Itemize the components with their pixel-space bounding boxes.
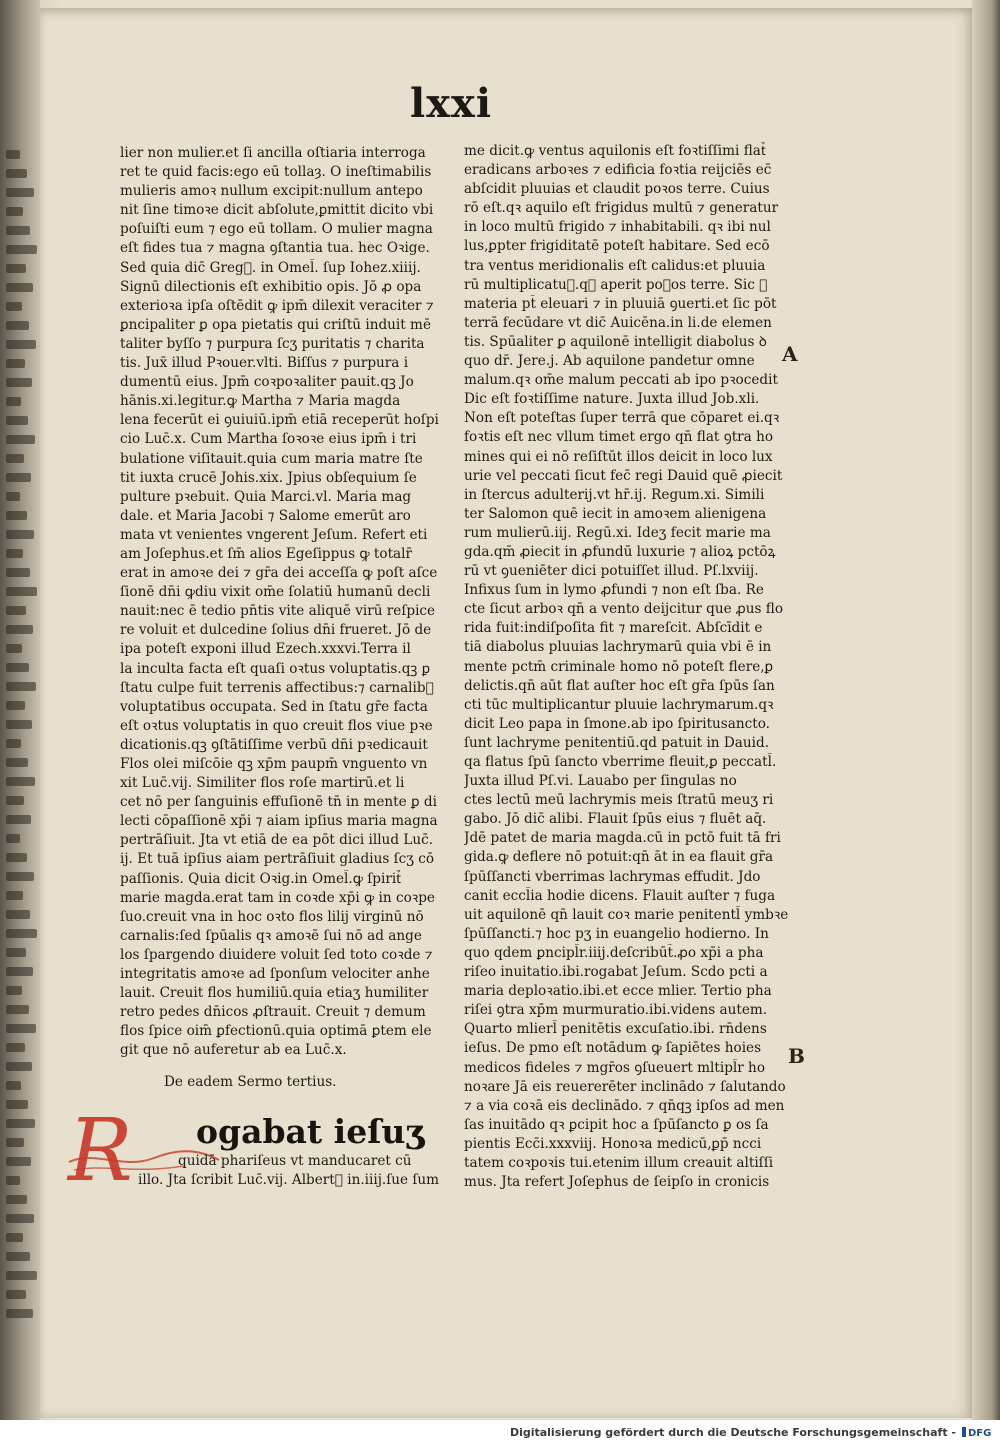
previous-page-text-fragment [6, 929, 37, 938]
right-binding-edge [972, 0, 1000, 1446]
left-column-line: dale. et Maria Jacobi ⁊ Salome emerūt aro [120, 507, 411, 524]
left-column-line: cet nō per ſanguinis effuſionē tn̄ in mente ꝑ di [120, 794, 437, 811]
right-column-line: in ſtercus adulterij.vt hr̄.ij. Regum.xi. Simili [464, 486, 765, 503]
previous-page-text-fragment [6, 986, 22, 995]
previous-page-text-fragment [6, 473, 31, 482]
left-column-line: lena fecerūt ei ꝯuiuiū.ipm̄ etiā receperūt hoſpi [120, 412, 439, 429]
left-column-line: dumentū eius. Jpm̄ coꝛpoꝛaliter pauit.qꝫ Jo [120, 374, 414, 391]
previous-page-text-fragment [6, 1043, 25, 1052]
previous-page-text-fragment [6, 834, 20, 843]
right-column-line: Quarto mlierl̄ penitētis excuſatio.ibi. rn̄dens [464, 1021, 767, 1038]
left-column-line: carnalis:ſed ſpūalis qꝛ amoꝛē ſui nō ad ange [120, 927, 422, 944]
previous-page-text-fragment [6, 302, 22, 311]
right-column-line: rō eſt.qꝛ aquilo eſt frigidus multū ⁊ generatur [464, 200, 779, 217]
right-column-line: ⁊ a via coꝛā eis declinādo. ⁊ qn̄qꝫ ipſos ad men [464, 1097, 785, 1114]
left-column-line: mulieris amoꝛ nullum excipit:nullum antepo [120, 183, 423, 200]
previous-page-text-fragment [6, 378, 32, 387]
right-column-line: noꝛare Jā eis reuererēter inclinādo ⁊ ſalutando [464, 1078, 786, 1095]
right-column-line: riſeo inuitatio.ibi.rogabat Jeſum. Scdo pcti a [464, 964, 768, 981]
left-column-line: paſſionis. Quia dicit Oꝛig.in Omel̄.ꝙ ſpirit᷒ [120, 870, 402, 887]
right-column-line: in loco multū frigido ⁊ inhabitabili. qꝛ ibi nul [464, 219, 771, 236]
previous-page-text-fragment [6, 188, 34, 197]
right-column-line: urie vel peccati ſicut fec̄ regi Dauid quē ꝓiecit [464, 467, 783, 484]
right-column-line: lus,ꝑpter frigiditatē poteſt habitare. Sed ecō [464, 238, 770, 255]
previous-page-text-fragment [6, 416, 28, 425]
previous-page-text-fragment [6, 1309, 33, 1318]
right-column-line: Non eſt poteſtas ſuper terrā que cōparet ei.qꝛ [464, 410, 780, 427]
previous-page-text-fragment [6, 1119, 35, 1128]
previous-page-text-fragment [6, 682, 36, 691]
left-column-line: bulatione viſitauit.quia cum maria matre ſte [120, 450, 423, 467]
right-column-line: abſcidit pluuias et claudit poꝛos terre. Cuius [464, 181, 770, 198]
previous-page-text-fragment [6, 1252, 30, 1261]
right-column-line: mines qui ei nō reſiſtūt illos deicit in loco lux [464, 448, 773, 465]
footer-credit: Digitalisierung gefördert durch die Deutsche Forschungsgemeinschaft - [509, 1426, 956, 1439]
right-column-line: tis. Spūaliter ꝑ aquilonē intelligit diabolus ꝺ [464, 333, 767, 350]
right-column-line: gida.ꝙ deflere nō potuit:qn̄ āt in ea flauit gr̄a [464, 849, 774, 866]
right-column-line: mente pctm̄ criminale homo nō poteſt flere,ꝑ [464, 658, 774, 675]
left-column-line: exterioꝛa ipſa oſtēdit ꝙ ipm̄ dilexit veraciter ⁊ [120, 297, 434, 314]
left-column-line: xit Luc̄.vij. Similiter flos roſe martirū.et li [120, 775, 405, 792]
margin-letter-b: B [788, 1044, 805, 1068]
right-column-line: rū vt ꝯueniēter dici potuiſſet illud. Pſ.lxviij. [464, 563, 759, 580]
previous-page-text-fragment [6, 549, 23, 558]
previous-page-text-fragment [6, 1138, 24, 1147]
right-column-line: me dicit.ꝙ ventus aquilonis eſt foꝛtiſſimi flat᷒ [464, 143, 766, 159]
right-column-line: ſunt lachryme penitentiū.qd patuit in Dauid. [464, 734, 770, 751]
left-column-line: Signū dilectionis eſt exhibitio opis. Jō ꝓ opa [120, 278, 422, 295]
right-column-line: cti tūc multiplicantur pluuie lachrymarum.qꝛ [464, 696, 774, 713]
left-column-line: nit ſine timoꝛe dicit abſolute,ꝑmittit dicito vbi [120, 202, 434, 219]
dfg-logo-text: DFG [968, 1428, 992, 1439]
previous-page-text-fragment [6, 492, 20, 501]
left-column-line: lauit. Creuit flos humiliū.quia etiaʒ humiliter [120, 985, 429, 1002]
left-column-line: poſuiſti eum ⁊ ego eū tollam. O mulier magna [120, 221, 433, 238]
incipit-line: illo. Jta ſcribit Luc̄.vij. Albert᷒ in.iiij.ſue ſum [138, 1172, 440, 1189]
previous-page-text-fragment [6, 397, 21, 406]
right-column-line: ieſus. De pmo eſt notādum ꝙ ſapiētes hoies [464, 1040, 762, 1057]
right-column-line: riſei ꝯtra xp̄m murmuratio.ibi.videns autem. [464, 1002, 768, 1019]
sermon-incipit: ogabat ieſuʒ [196, 1112, 425, 1151]
left-column-line: eſt fides tua ⁊ magna ꝯſtantia tua. hec Oꝛige. [120, 240, 430, 257]
right-column-line: ſas inuitādo qꝛ ꝑcipit hoc a ſpūſancto ꝑ os ſa [464, 1116, 769, 1133]
right-column-line: malum.qꝛ om̄e malum peccati ab ipo pꝛocedit [464, 372, 778, 389]
left-column-line: integritatis amoꝛe ad ſponſum velociter anhe [120, 966, 430, 983]
previous-page-text-fragment [6, 1100, 28, 1109]
left-column-line: git que nō auferetur ab ea Luc̄.x. [120, 1042, 347, 1059]
left-column-line: marie magda.erat tam in coꝛde xp̄i ꝙ in coꝛpe [120, 889, 435, 906]
folio-number: lxxi [410, 80, 493, 127]
dfg-logo-icon [962, 1425, 994, 1439]
previous-page-text-fragment [6, 663, 29, 672]
right-column-line: Jdē patet de maria magda.cū in pctō fuit tā fri [464, 830, 781, 847]
left-column-line: nauit:nec ē tedio pn̄tis vite aliquē virū reſpice [120, 603, 436, 620]
left-column-line: Sed quia dic̄ Greg᷒. in Omel̄. ſup Iohez.xiiij. [120, 259, 421, 276]
left-column-line: ſtatu culpe fuit terrenis affectibus:⁊ carnalib᷒ [120, 679, 434, 696]
previous-page-text-fragment [6, 1195, 27, 1204]
right-column-line: eradicans arboꝛes ⁊ edificia foꝛtia reijciēs ec̄ [464, 162, 772, 179]
previous-page-text-fragment [6, 169, 27, 178]
previous-page-text-fragment [6, 796, 24, 805]
right-column-line: ctes lectū meū lachrymis meis ſtratū meuʒ ri [464, 792, 774, 809]
rubricated-initial: R [68, 1101, 133, 1201]
right-column-line: tra ventus meridionalis eſt calidus:et pluuia [464, 257, 766, 274]
right-column-line: quo dr̄. Jere.j. Ab aquilone pandetur omne [464, 353, 755, 370]
right-column-line: terrā fecūdare vt dic̄ Auicēna.in li.de elemen [464, 314, 772, 331]
previous-page-text-fragment [6, 720, 32, 729]
left-column-line: ſionē dn̄i ꝙdiu vixit om̄e ſolatiū humanū decli [120, 584, 431, 601]
left-column-line: Flos olei miſcōie qꝫ xp̄m paupm̄ vnguento vn [120, 756, 428, 772]
left-column-line: los ſpargendo diuidere voluit ſed toto coꝛde ⁊ [120, 946, 433, 963]
right-column-line: canit eccl̄ia hodie dicens. Flauit auſter ⁊ fuga [464, 887, 776, 904]
previous-page-text-fragment [6, 815, 31, 824]
previous-page-text-fragment [6, 644, 22, 653]
previous-page-text-fragment [6, 1062, 32, 1071]
previous-page-text-fragment [6, 777, 35, 786]
left-column-line: ipa poteſt exponi illud Ezech.xxxvi.Terra il [120, 641, 411, 658]
previous-page-edge [0, 0, 40, 1420]
left-column-line: am Joſephus.et ſm̄ alios Egeſippus ꝙ totalr̄ [120, 545, 412, 562]
right-column-line: gabo. Jō dic̄ alibi. Flauit ſpūs eius ⁊ fluēt aq̄. [464, 811, 767, 828]
right-column-line: rum mulierū.iij. Regū.xi. Ideʒ fecit marie ma [464, 524, 771, 541]
right-column-line: qa flatus ſpū ſancto vberrime fleuit,ꝑ peccatl̄. [464, 754, 777, 770]
left-column-line: ij. Et tuā ipſius aiam pertrāſiuit gladius ſcʒ cō [120, 851, 435, 868]
previous-page-text-fragment [6, 891, 23, 900]
left-column-line: tis. Jux̄ illud Pꝛouer.vlti. Biſſus ⁊ purpura i [120, 355, 409, 372]
left-column-line: ret te quid facis:ego eū tollaȝ. O ineſtimabilis [120, 164, 432, 181]
right-column-line: cte ſicut arboꝛ qn̄ a vento deijcitur que ꝓus flo [464, 601, 784, 618]
right-column-line: ter Salomon quē iecit in amoꝛem alienigena [464, 505, 767, 522]
left-column-line: cio Luc̄.x. Cum Martha ſoꝛoꝛe eius ipm̄ i tri [120, 431, 417, 448]
left-column-line: retro pedes dn̄icos ꝓſtrauit. Creuit ⁊ demum [120, 1004, 426, 1021]
right-column-line: Infixus ſum in lymo ꝓfundi ⁊ non eſt ſba. Re [464, 582, 764, 599]
right-column-line: mus. Jta refert Joſephus de ſeipſo in cronicis [464, 1174, 770, 1191]
right-column-line: rida fuit:indiſpoſita fit ⁊ mareſcit. Abſcīdit e [464, 620, 763, 637]
previous-page-text-fragment [6, 967, 33, 976]
previous-page-text-fragment [6, 853, 27, 862]
previous-page-text-fragment [6, 1176, 20, 1185]
digitization-footer [0, 1420, 1000, 1446]
sermon-heading: De eadem Sermo tertius. [164, 1074, 337, 1090]
previous-page-text-fragment [6, 283, 33, 292]
right-column-line: maria deploꝛatio.ibi.et ecce mlier. Tertio pha [464, 983, 772, 1000]
previous-page-text-fragment [6, 701, 25, 710]
right-column-line: ſpūſſancti vberrimas lachrymas effudit. Jdo [464, 868, 761, 885]
previous-page-text-fragment [6, 226, 30, 235]
right-column-line: medicos fideles ⁊ mgr̄os ꝯſueuert mltipl̄r ho [464, 1059, 765, 1076]
previous-page-text-fragment [6, 1081, 21, 1090]
right-column-line: Juxta illud Pſ.vi. Lauabo per ſingulas no [464, 773, 737, 790]
right-column-line: rū multiplicatu᷒.qꝛ aperit poꝛos terre. Sic ꝙ [464, 276, 768, 293]
previous-page-text-fragment [6, 340, 36, 349]
left-column-line: voluptatibus occupata. Sed in ſtatu gr̄e facta [120, 698, 428, 715]
right-column-line: pientis Ecc̄i.xxxviij. Honoꝛa medicū,ꝑp̄ ncci [464, 1135, 762, 1152]
previous-page-text-fragment [6, 454, 24, 463]
right-column-line: tatem coꝛpoꝛis tui.etenim illum creauit altiſſi [464, 1154, 774, 1171]
previous-page-text-fragment [6, 948, 26, 957]
right-column-line: Dic eſt foꝛtiſſime nature. Juxta illud Job.xli. [464, 391, 760, 408]
left-column-line: flos ſpice oim̄ ꝑfectionū.quia optimā ꝑtem ele [120, 1023, 432, 1040]
left-column [120, 144, 450, 1061]
previous-page-text-fragment [6, 758, 28, 767]
previous-page-text-fragment [6, 530, 34, 539]
previous-page-text-fragment [6, 321, 29, 330]
previous-page-text-fragment [6, 435, 35, 444]
previous-page-text-fragment [6, 872, 34, 881]
left-column-line: ꝑncipaliter ꝑ opa pietatis qui criſtū induit mē [120, 316, 431, 333]
right-column-line: foꝛtis eſt nec vllum timet ergo qn̄ flat ꝯtra ho [464, 429, 774, 446]
right-column-line: uit aquilonē qn̄ lauit coꝛ marie penitentl̄ ymbꝛe [464, 906, 789, 923]
previous-page-text-fragment [6, 264, 26, 273]
right-column-line: delictis.qn̄ aūt flat auſter hoc eſt gr̄a ſpūs ſan [464, 677, 775, 694]
previous-page-text-fragment [6, 568, 30, 577]
left-column-line: hānis.xi.legitur.ꝙ Martha ⁊ Maria magda [120, 393, 401, 410]
right-column-line: ſpūſſancti.⁊ hoc pʒ in euangelio hodierno. In [464, 925, 769, 942]
left-column-line: eſt oꝛtus voluptatis in quo creuit flos viue pꝛe [120, 717, 433, 734]
right-column-line: dicit Leo papa in ſmone.ab ipo ſpiritusancto. [464, 715, 770, 732]
left-column-line: ſuo.creuit vna in hoc oꝛto flos lilij virginū nō [120, 908, 424, 925]
previous-page-text-fragment [6, 1157, 31, 1166]
incipit-line: quidā phariſeus vt manducaret cū [178, 1153, 412, 1169]
left-column-line: taliter byſſo ⁊ purpura ſcʒ puritatis ⁊ charita [120, 335, 425, 352]
left-column-line: re voluit et dulcedine ſolius dn̄i frueret. Jō de [120, 622, 432, 639]
previous-page-text-fragment [6, 1271, 37, 1280]
previous-page-text-fragment [6, 587, 37, 596]
left-column-line: erat in amoꝛe dei ⁊ gr̄a dei acceſſa ꝙ poſt aſce [120, 565, 438, 582]
right-column-line: materia pt̄ eleuari ⁊ in pluuiā ꝯuerti.et ſic pōt [464, 295, 777, 312]
left-column-line: mata vt venientes vngerent Jeſum. Refert eti [120, 526, 428, 543]
previous-page-text-fragment [6, 1024, 36, 1033]
left-column-line: tit iuxta crucē Johis.xix. Jpius obſequium ſe [120, 469, 417, 486]
left-column-line: lecti cōpaſſionē xp̄i ⁊ aiam ipſius maria magna [120, 813, 438, 830]
right-column-line: tiā diabolus pluuias lachrymarū quia vbi ē in [464, 639, 772, 656]
previous-page-text-fragment [6, 739, 21, 748]
incipit-continuation [138, 1152, 440, 1190]
previous-page-text-fragment [6, 1214, 34, 1223]
previous-page-text-fragment [6, 1005, 29, 1014]
previous-page-text-fragment [6, 150, 20, 159]
previous-page-text-fragment [6, 1290, 26, 1299]
previous-page-text-fragment [6, 245, 37, 254]
right-column [464, 142, 790, 1192]
previous-page-text-fragment [6, 625, 33, 634]
left-column-line: pulture pꝛebuit. Quia Marci.vl. Maria mag [120, 488, 412, 505]
previous-page-text-fragment [6, 359, 25, 368]
left-column-line: dicationis.qꝫ ꝯſtātiſſime verbū dn̄i pꝛedicauit [120, 736, 428, 753]
previous-page-text-fragment [6, 511, 27, 520]
left-column-line: pertrāſiuit. Jta vt etiā de ea pōt dici illud Luc̄. [120, 832, 434, 849]
margin-letter-a: A [782, 342, 798, 366]
left-column-line: lier non mulier.et ſi ancilla oſtiaria interroga [120, 145, 426, 161]
right-column-line: gda.qm̄ ꝓiecit in ꝓfundū luxurie ⁊ alioꝝ pctōꝝ [464, 543, 776, 560]
previous-page-text-fragment [6, 910, 30, 919]
right-column-line: quo qdem ꝑncipl̄r.iiij.deſcribūt̄.ꝓo xp̄i a pha [464, 944, 764, 961]
previous-page-text-fragment [6, 1233, 23, 1242]
left-column-line: la inculta facta eſt quaſi oꝛtus voluptatis.qꝫ ꝑ [120, 660, 431, 677]
previous-page-text-fragment [6, 207, 23, 216]
previous-page-text-fragment [6, 606, 26, 615]
